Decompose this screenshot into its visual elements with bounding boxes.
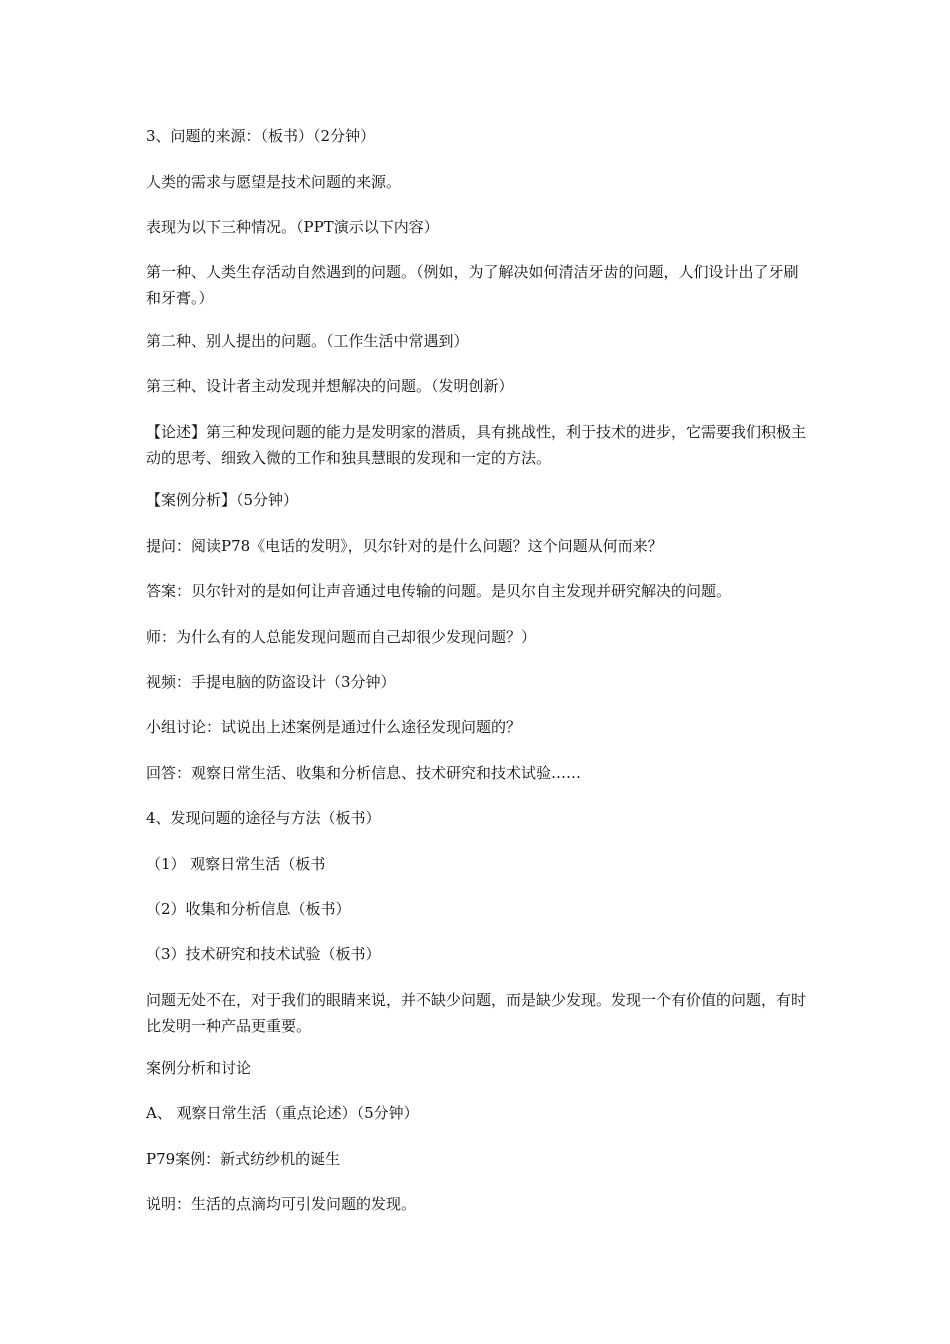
paragraph-case-heading: 【案例分析】（5分钟） bbox=[146, 491, 299, 509]
paragraph-source-heading: 3、问题的来源：（板书）（2分钟） bbox=[146, 127, 376, 145]
paragraph: 答案：贝尔针对的是如何让声音通过电传输的问题。是贝尔自主发现并研究解决的问题。 bbox=[146, 582, 732, 600]
paragraph: 问题无处不在，对于我们的眼睛来说，并不缺少问题，而是缺少发现。发现一个有价值的问题，有时比发明一种产品更重要。 bbox=[146, 991, 807, 1035]
paragraph: 回答：观察日常生活、收集和分析信息、技术研究和技术试验…… bbox=[146, 764, 582, 782]
paragraph: 说明：生活的点滴均可引发问题的发现。 bbox=[146, 1195, 417, 1213]
paragraph: 【论述】第三种发现问题的能力是发明家的潜质，具有挑战性，利于技术的进步，它需要我们积极主动的思考、细致入微的工作和独具慧眼的发现和一定的方法。 bbox=[146, 423, 807, 467]
paragraph: A、 观察日常生活（重点论述）（5分钟） bbox=[146, 1104, 419, 1122]
paragraph: 小组讨论：试说出上述案例是通过什么途径发现问题的？ bbox=[146, 718, 522, 736]
paragraph: 第三种、设计者主动发现并想解决的问题。（发明创新） bbox=[146, 377, 514, 395]
paragraph: 第一种、人类生存活动自然遇到的问题。（例如，为了解决如何清洁牙齿的问题，人们设计出了牙刷和牙膏。） bbox=[146, 263, 799, 307]
paragraph: P79案例：新式纺纱机的诞生 bbox=[146, 1150, 341, 1168]
paragraph: 提问：阅读P78《电话的发明》，贝尔针对的是什么问题？这个问题从何而来？ bbox=[146, 537, 663, 555]
paragraph: 案例分析和讨论 bbox=[146, 1059, 252, 1077]
paragraph: 视频：手提电脑的防盗设计（3分钟） bbox=[146, 673, 396, 691]
paragraph-methods-heading: 4、发现问题的途径与方法（板书） bbox=[146, 809, 381, 827]
list-item: （3）技术研究和技术试验（板书） bbox=[146, 945, 381, 963]
paragraph: 表现为以下三种情况。（PPT演示以下内容） bbox=[146, 218, 439, 236]
list-item: （1） 观察日常生活（板书 bbox=[146, 855, 326, 873]
paragraph: 师：为什么有的人总能发现问题而自己却很少发现问题？） bbox=[146, 628, 537, 646]
paragraph: 第二种、别人提出的问题。（工作生活中常遇到） bbox=[146, 332, 469, 350]
list-item: （2）收集和分析信息（板书） bbox=[146, 900, 351, 918]
paragraph: 人类的需求与愿望是技术问题的来源。 bbox=[146, 173, 402, 191]
